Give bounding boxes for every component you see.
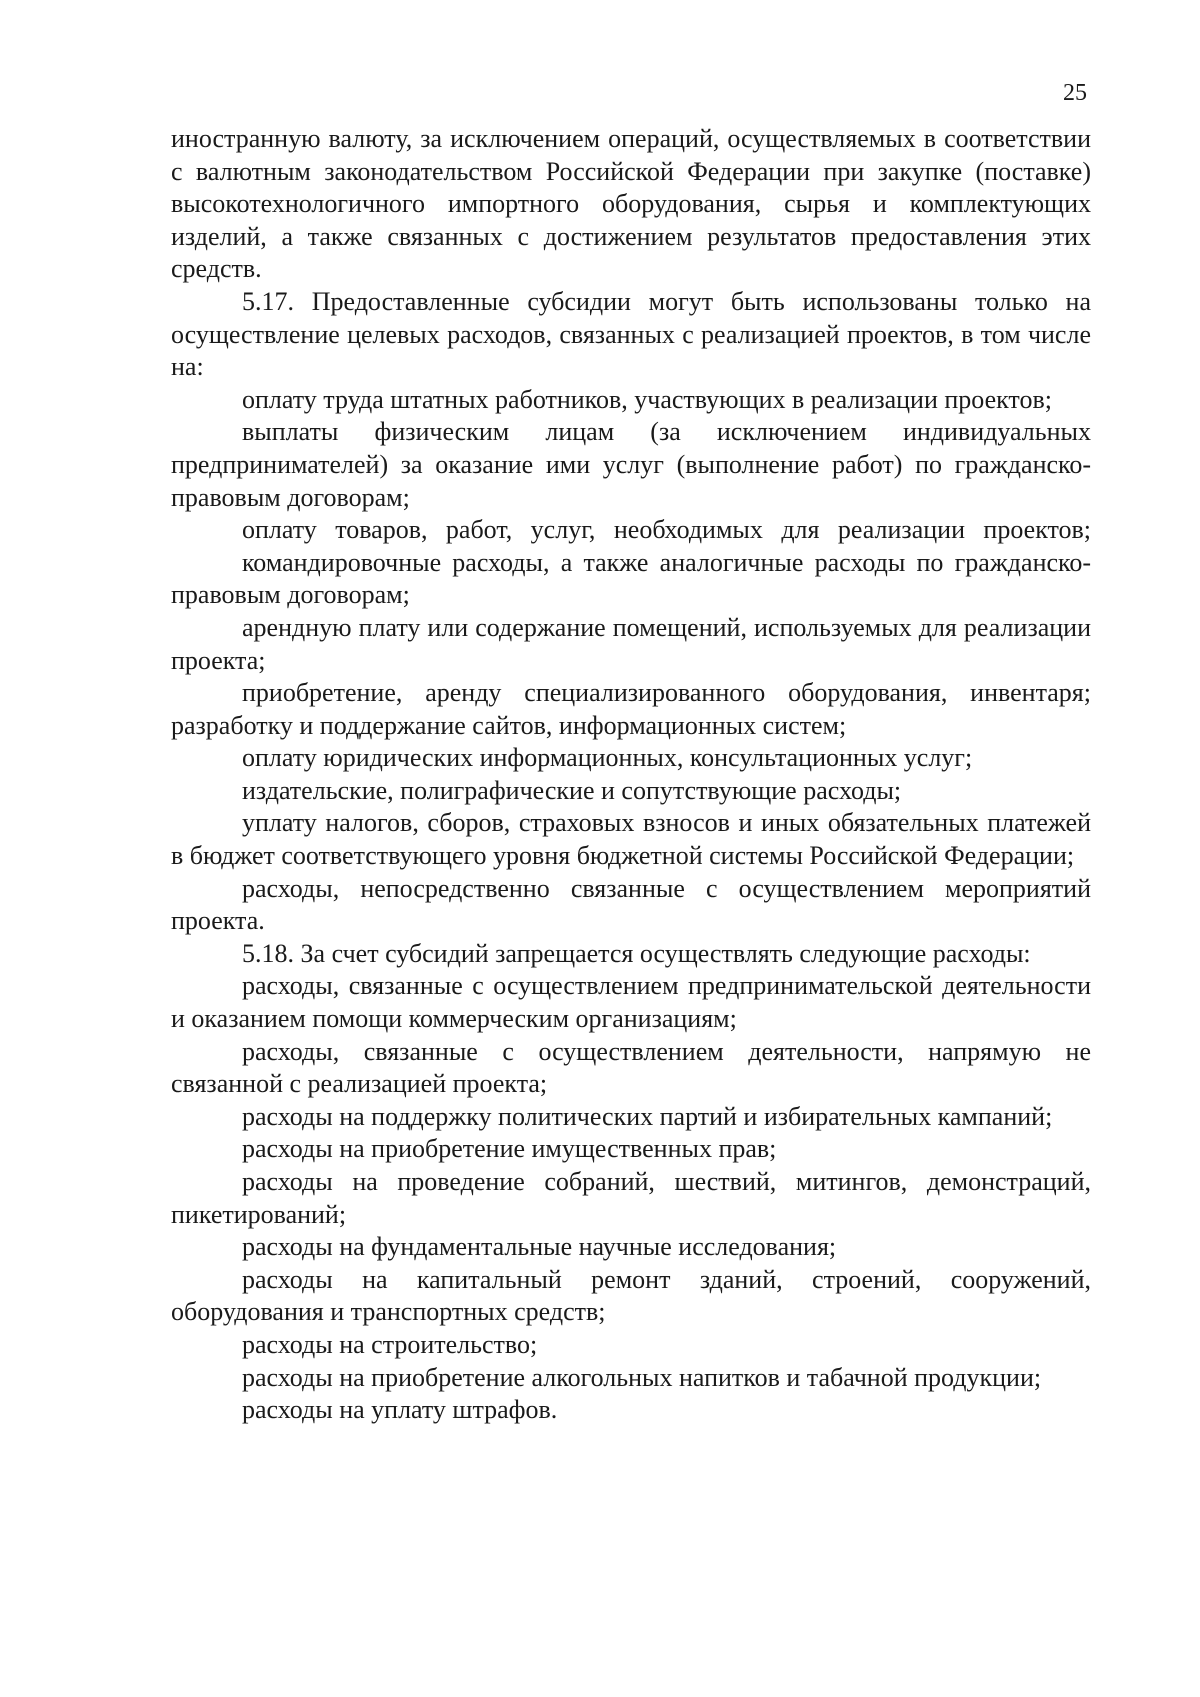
paragraph-continuation: иностранную валюту, за исключением операций, осуществляемых в соответствии с валютным законодательством Российской Федерации при закупке (поставке) высокотехнологичного импортного оборудования, сырья и комплектующих изделий, а также связанных с достижением результатов предоставления этих средств.: [171, 124, 1091, 284]
list-item: приобретение, аренду специализированного оборудования, инвентаря; разработку и поддержание сайтов, информационных систем;: [171, 678, 1091, 740]
list-item: расходы, непосредственно связанные с осуществлением мероприятий проекта.: [171, 873, 1091, 936]
list-item: оплату юридических информационных, консультационных услуг;: [242, 743, 973, 773]
list-item: расходы на фундаментальные научные исследования;: [242, 1232, 837, 1262]
list-item: издательские, полиграфические и сопутствующие расходы;: [242, 775, 902, 805]
list-item: расходы на проведение собраний, шествий, митингов, демонстраций, пикетирований;: [171, 1167, 1091, 1229]
list-item: расходы, связанные с осуществлением деятельности, напрямую не связанной с реализацией проекта;: [171, 1036, 1091, 1099]
list-item: оплату труда штатных работников, участвующих в реализации проектов;: [242, 384, 1052, 414]
clause-5-18: 5.18. За счет субсидий запрещается осуществлять следующие расходы:: [242, 938, 1031, 968]
list-item: расходы на капитальный ремонт зданий, строений, сооружений, оборудования и транспортных средств;: [171, 1264, 1091, 1327]
list-item: оплату товаров, работ, услуг, необходимых для реализации проектов;: [242, 515, 1091, 545]
list-item: расходы, связанные с осуществлением предпринимательской деятельности и оказанием помощи коммерческим организациям;: [171, 971, 1091, 1034]
list-item: уплату налогов, сборов, страховых взносов и иных обязательных платежей в бюджет соответствующего уровня бюджетной системы Российской Федерации;: [171, 808, 1091, 871]
list-item: арендную плату или содержание помещений, используемых для реализации проекта;: [171, 612, 1091, 675]
list-item: выплаты физическим лицам (за исключением индивидуальных предпринимателей) за оказание ими услуг (выполнение работ) по гражданско-правовым договорам;: [171, 417, 1091, 512]
page-number: 25: [1063, 80, 1087, 106]
list-item: расходы на приобретение алкогольных напитков и табачной продукции;: [242, 1362, 1042, 1392]
clause-5-17: 5.17. Предоставленные субсидии могут быть использованы только на осуществление целевых расходов, связанных с реализацией проектов, в том числе на:: [171, 286, 1091, 382]
list-item: расходы на приобретение имущественных прав;: [242, 1134, 777, 1164]
list-item: расходы на поддержку политических партий и избирательных кампаний;: [242, 1101, 1053, 1131]
list-item: расходы на уплату штрафов.: [242, 1395, 558, 1425]
list-item: расходы на строительство;: [242, 1329, 538, 1359]
list-item: командировочные расходы, а также аналогичные расходы по гражданско-правовым договорам;: [171, 547, 1091, 610]
document-body: [171, 123, 1091, 1427]
